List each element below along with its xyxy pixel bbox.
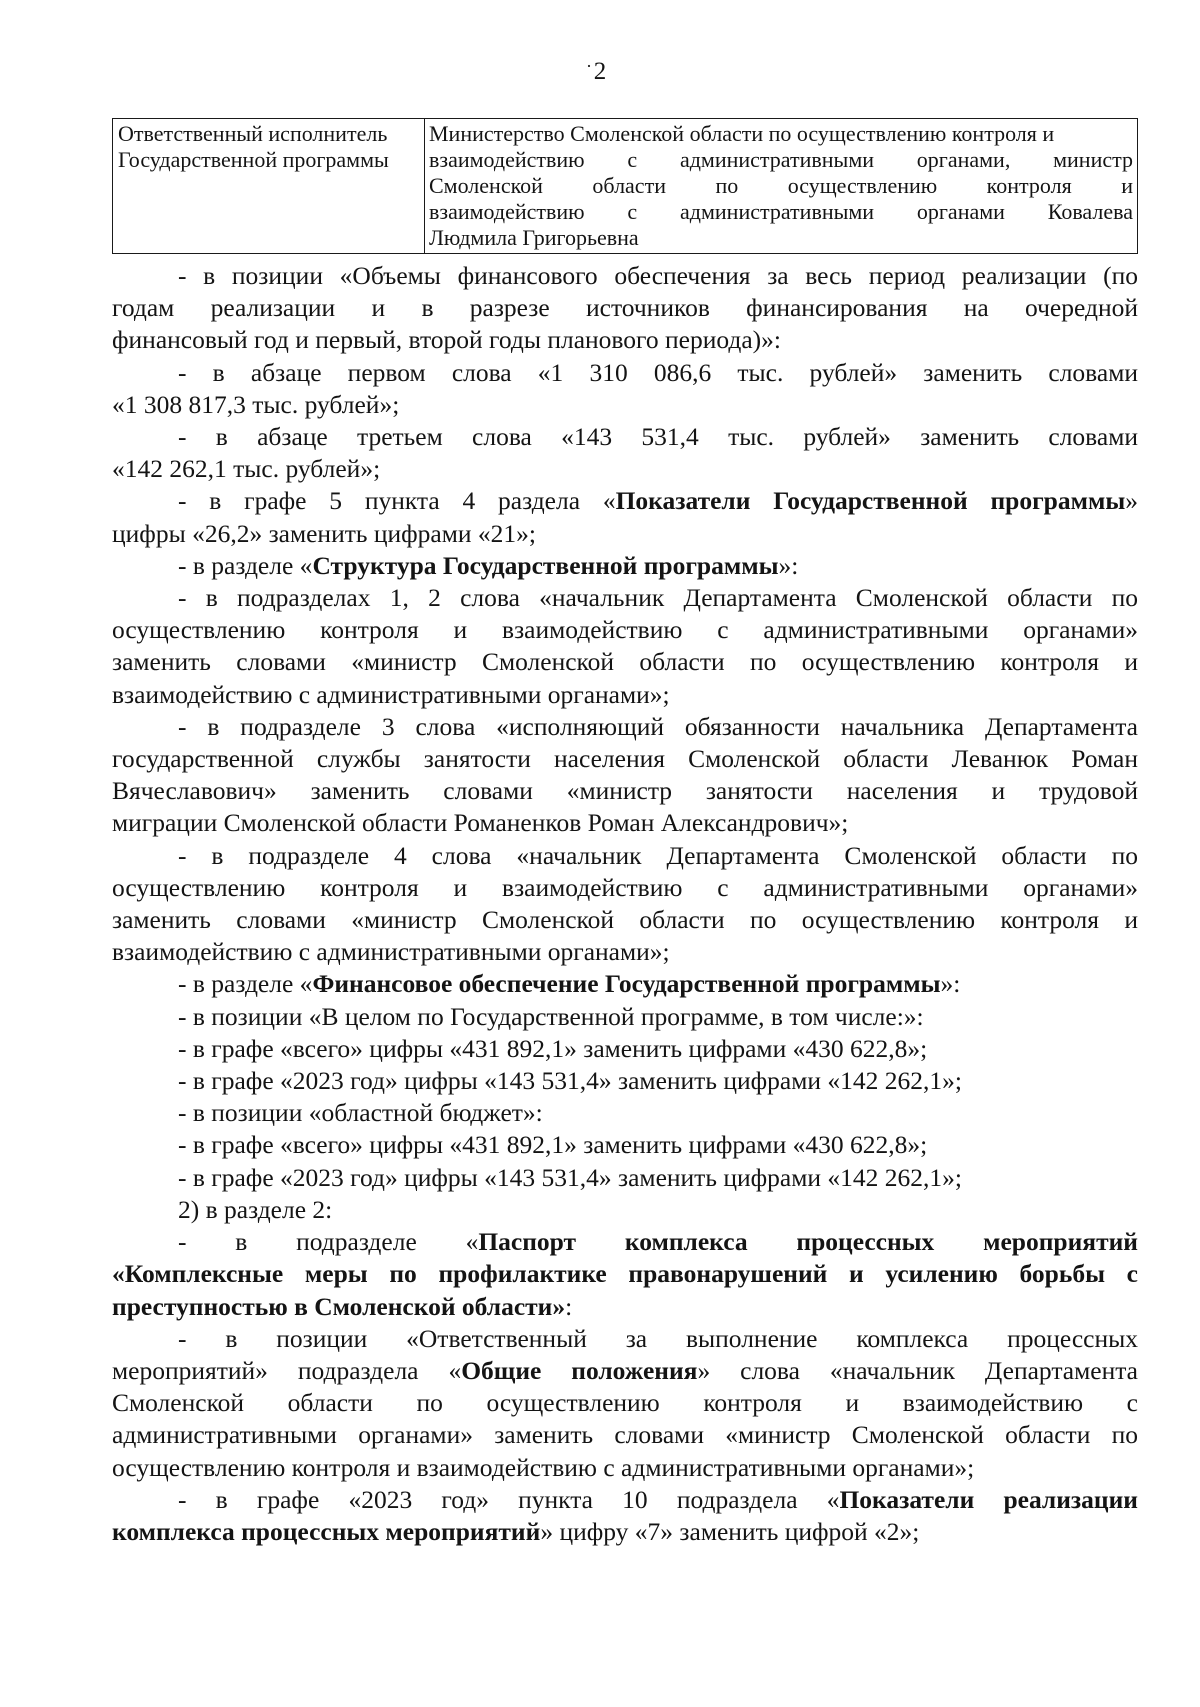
paragraph-line: взаимодействию с административными органами»; xyxy=(112,937,670,967)
paragraph-line: - в абзаце третьем слова «143 531,4 тыс. рублей» заменить словами xyxy=(178,422,1138,452)
paragraph-line: годам реализации и в разрезе источников финансирования на очередной xyxy=(112,293,1138,323)
value-line: Людмила Григорьевна xyxy=(429,225,639,250)
value-line: Смоленской области по осуществлению контроля и xyxy=(429,173,1133,198)
paragraph-line: «142 262,1 тыс. рублей»; xyxy=(112,454,381,484)
paragraph-line: - в подразделе 4 слова «начальник Департамента Смоленской области по xyxy=(178,840,1138,870)
text-run: - в подразделе « xyxy=(178,1227,479,1257)
value-line: Министерство Смоленской области по осуществлению контроля и xyxy=(429,121,1055,146)
paragraph-line: государственной службы занятости населения Смоленской области Леванюк Роман xyxy=(112,744,1138,774)
label-line: Государственной программы xyxy=(118,147,389,172)
table-value-cell xyxy=(425,119,1138,254)
table-label-cell xyxy=(113,119,425,254)
paragraph-line: взаимодействию с административными органами»; xyxy=(112,679,670,709)
paragraph-line: - в позиции «Объемы финансового обеспечения за весь период реализации (по xyxy=(178,261,1138,290)
paragraph-line: - в графе «2023 год» цифры «143 531,4» заменить цифрами «142 262,1»; xyxy=(178,1066,962,1096)
paragraph-line: цифры «26,2» заменить цифрами «21»; xyxy=(112,518,536,548)
bold-run: Общие положения xyxy=(461,1355,698,1385)
bold-run: Паспорт комплекса процессных мероприятий xyxy=(478,1227,1138,1257)
paragraph-line: осуществлению контроля и взаимодействию с административными органами»; xyxy=(112,1452,975,1482)
paragraph-line: Вячеславович» заменить словами «министр занятости населения и трудовой xyxy=(112,776,1138,806)
paragraph-line: «1 308 817,3 тыс. рублей»; xyxy=(112,389,400,419)
text-run: » цифру «7» заменить цифрой «2»; xyxy=(540,1516,920,1546)
paragraph-line xyxy=(112,968,1138,1000)
table-row xyxy=(113,119,1138,254)
paragraph-line xyxy=(112,485,1138,517)
paragraph-line xyxy=(112,1258,1138,1290)
scan-mark: · xyxy=(586,56,592,76)
paragraph-line: - в позиции «Ответственный за выполнение комплекса процессных xyxy=(178,1323,1138,1353)
paragraph-line: административными органами» заменить словами «министр Смоленской области по xyxy=(112,1420,1138,1450)
text-run: - в графе «2023 год» пункта 10 подраздела « xyxy=(178,1484,840,1514)
responsible-executor-table xyxy=(112,118,1138,254)
text-run: - в графе 5 пункта 4 раздела « xyxy=(178,486,616,516)
bold-run: «Комплексные меры по профилактике правонарушений и усилению борьбы с xyxy=(112,1259,1138,1289)
paragraph-line: Смоленской области по осуществлению контроля и взаимодействию с xyxy=(112,1388,1138,1418)
document-body xyxy=(112,260,1138,1548)
text-run: - в разделе « xyxy=(178,550,313,580)
paragraph-line: - в позиции «В целом по Государственной программе, в том числе:»: xyxy=(178,1001,924,1031)
paragraph-line xyxy=(112,1291,1138,1323)
value-line: взаимодействию с административными органами, министр xyxy=(429,147,1133,172)
bold-run: Структура Государственной программы xyxy=(312,550,779,580)
text-run: мероприятий» подраздела « xyxy=(112,1355,462,1385)
text-run: » слова «начальник Департамента xyxy=(697,1355,1138,1385)
bold-run: Финансовое обеспечение Государственной программы xyxy=(312,969,941,999)
paragraph-line xyxy=(112,1226,1138,1258)
bold-run: Показатели реализации xyxy=(839,1484,1139,1514)
paragraph-line: - в абзаце первом слова «1 310 086,6 тыс. рублей» заменить словами xyxy=(178,357,1138,387)
page-number-text: 2 xyxy=(593,58,607,85)
paragraph-line: заменить словами «министр Смоленской области по осуществлению контроля и xyxy=(112,905,1138,935)
bold-run: Показатели Государственной программы xyxy=(615,486,1126,516)
paragraph-line: финансовый год и первый, второй годы планового периода)»: xyxy=(112,325,781,355)
paragraph-line: - в подразделе 3 слова «исполняющий обязанности начальника Департамента xyxy=(178,711,1138,741)
label-line: Ответственный исполнитель xyxy=(118,121,388,146)
paragraph-line: - в графе «всего» цифры «431 892,1» заменить цифрами «430 622,8»; xyxy=(178,1130,928,1160)
paragraph-line: - в графе «2023 год» цифры «143 531,4» заменить цифрами «142 262,1»; xyxy=(178,1162,962,1192)
paragraph-line: осуществлению контроля и взаимодействию с административными органами» xyxy=(112,615,1138,645)
text-run: - в разделе « xyxy=(178,969,313,999)
paragraph-line: - в графе «всего» цифры «431 892,1» заменить цифрами «430 622,8»; xyxy=(178,1033,928,1063)
paragraph-line: миграции Смоленской области Романенков Роман Александрович»; xyxy=(112,808,849,838)
paragraph-line xyxy=(112,550,1138,582)
bold-run: преступностью в Смоленской области» xyxy=(112,1291,566,1321)
paragraph-line: осуществлению контроля и взаимодействию с административными органами» xyxy=(112,872,1138,902)
paragraph-line: 2) в разделе 2: xyxy=(178,1194,333,1224)
text-run: » xyxy=(1125,486,1138,516)
paragraph-line: - в подразделах 1, 2 слова «начальник Департамента Смоленской области по xyxy=(178,583,1138,613)
text-run: : xyxy=(565,1291,573,1321)
paragraph-line xyxy=(112,1516,1138,1548)
bold-run: комплекса процессных мероприятий xyxy=(112,1516,541,1546)
paragraph-line xyxy=(112,1484,1138,1516)
page-number xyxy=(0,58,1200,86)
text-run: »: xyxy=(778,550,799,580)
value-line: взаимодействию с административными органами Ковалева xyxy=(429,199,1133,224)
paragraph-line xyxy=(112,1355,1138,1387)
paragraph-line: заменить словами «министр Смоленской области по осуществлению контроля и xyxy=(112,647,1138,677)
text-run: »: xyxy=(940,969,961,999)
paragraph-line: - в позиции «областной бюджет»: xyxy=(178,1098,543,1128)
